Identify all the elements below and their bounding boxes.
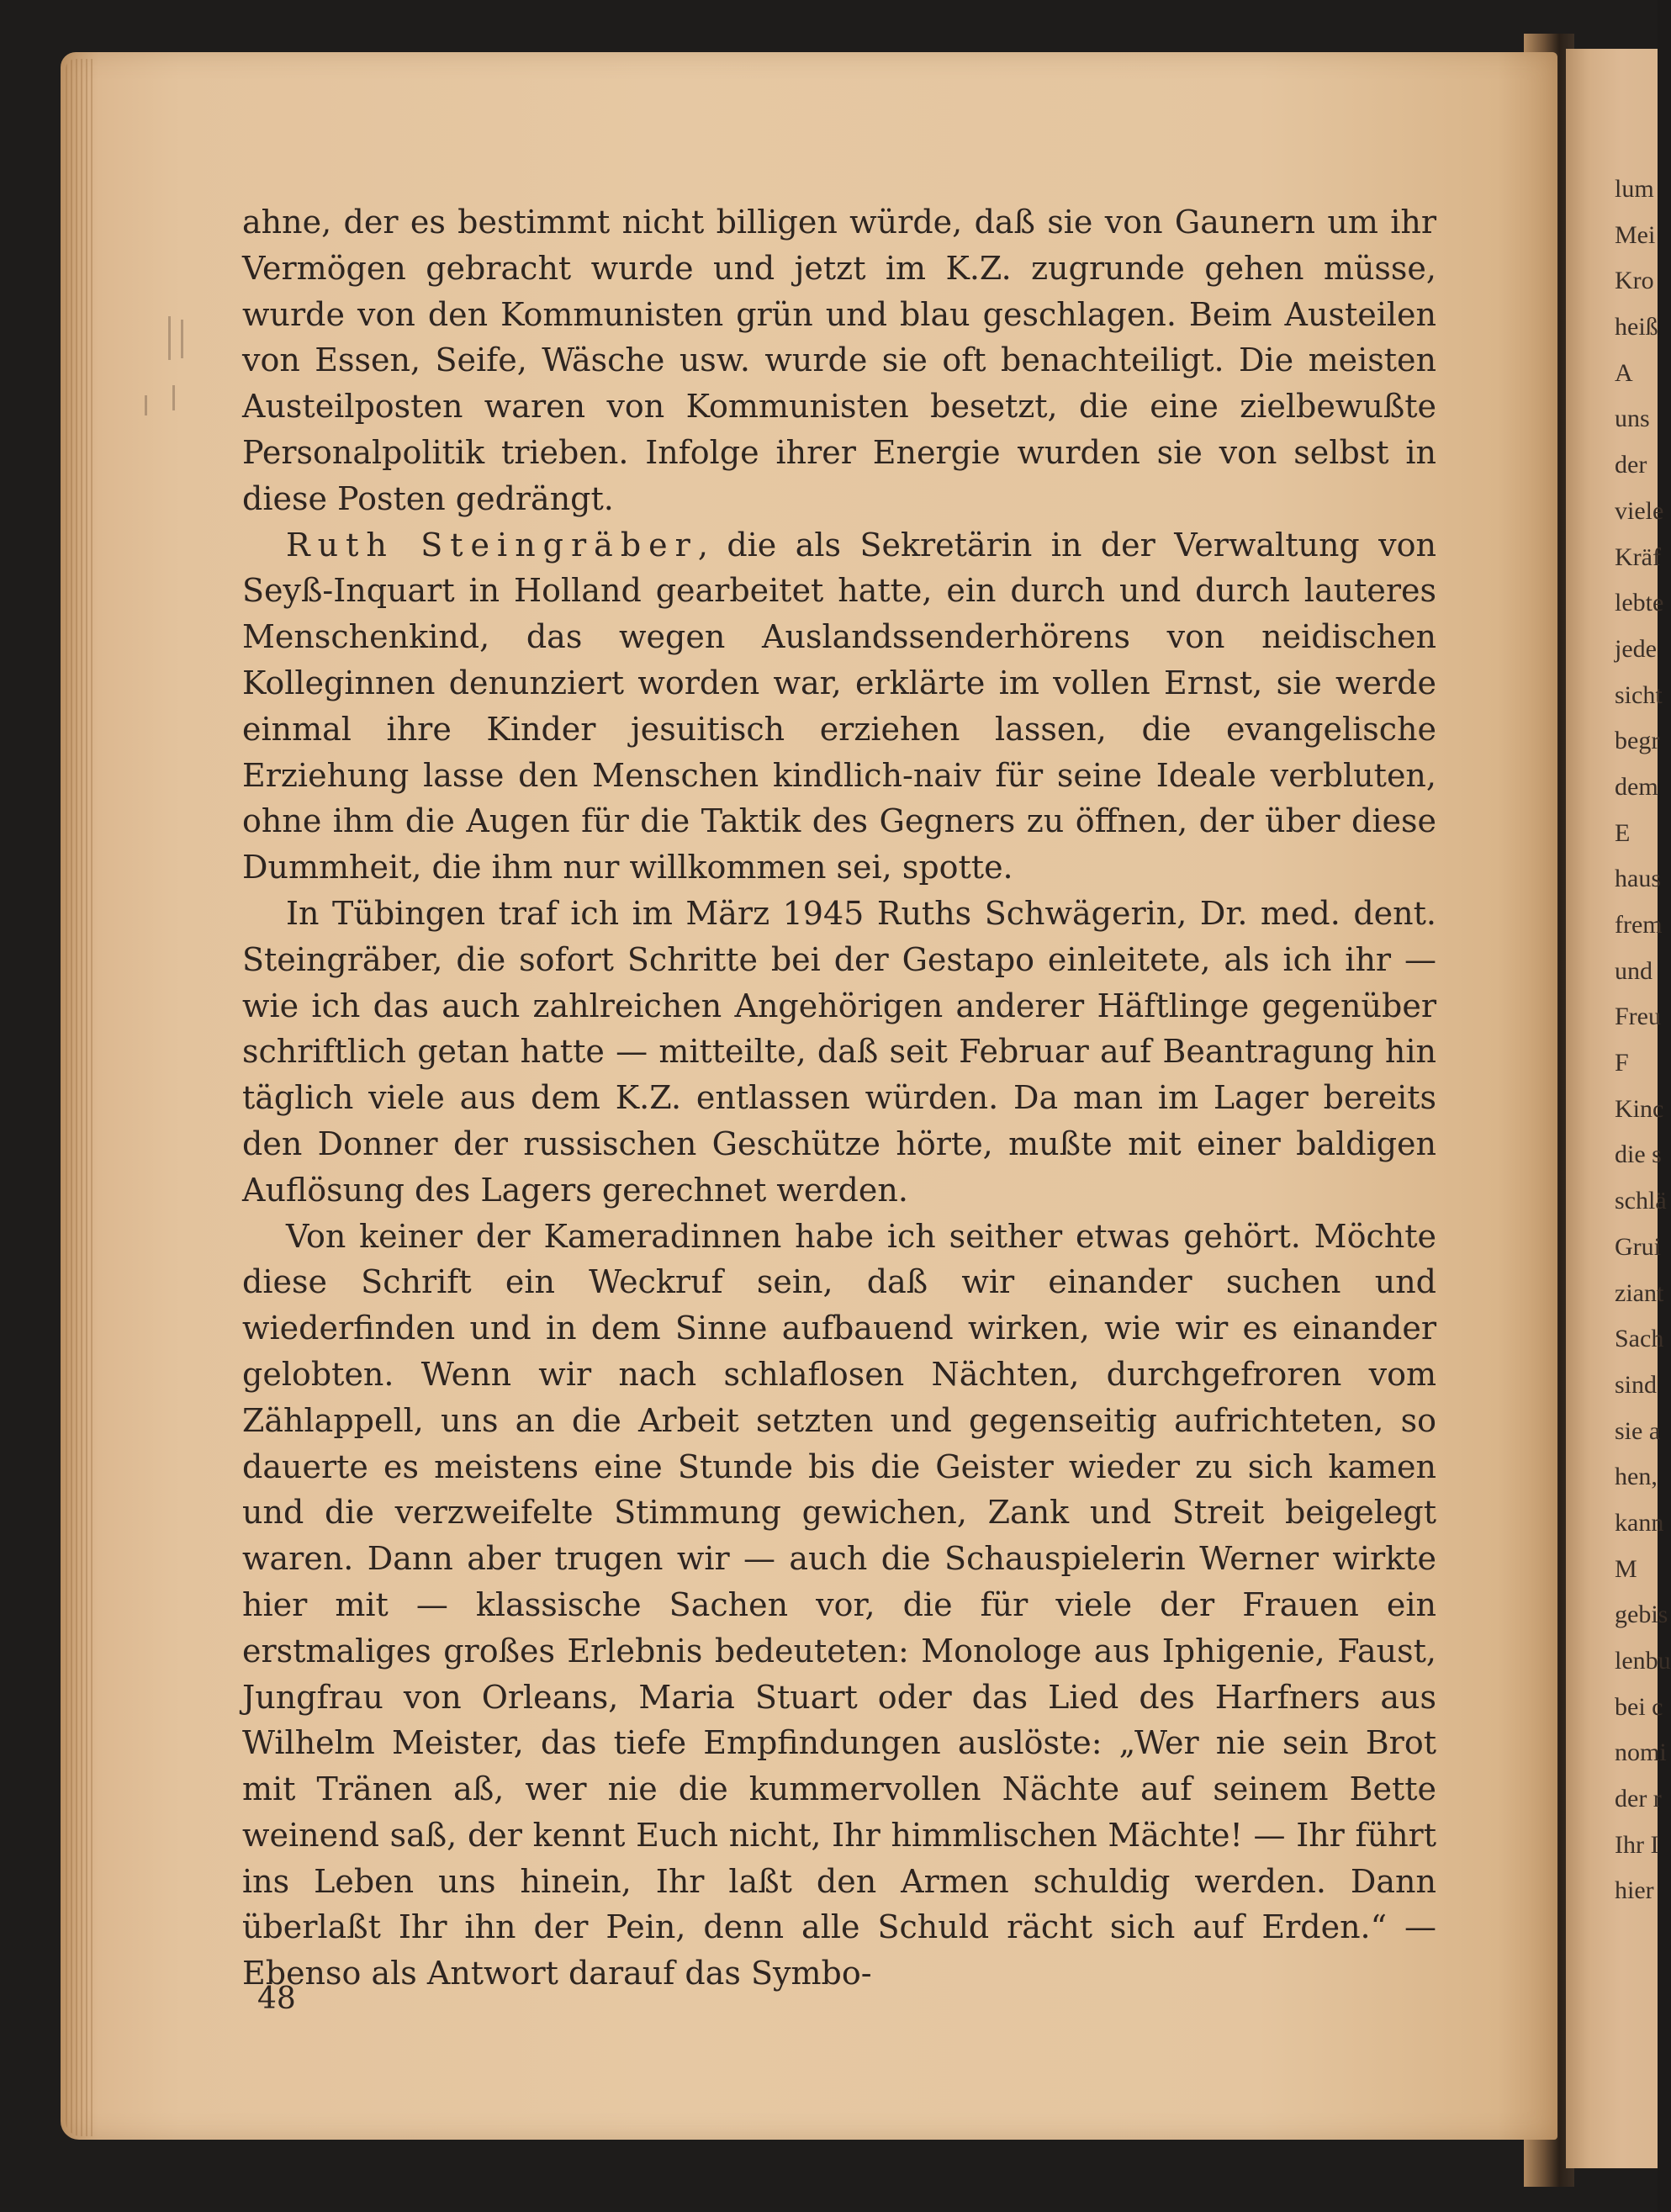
facing-page-line: Kro <box>1615 267 1654 295</box>
facing-page-line: Kinc <box>1615 1094 1664 1123</box>
paragraph <box>242 522 1436 891</box>
paragraph-text: ahne, der es bestimmt nicht billigen würde, daß sie von Gaunern um ihr Vermögen gebracht wurde und jetzt im K.Z. zugrunde gehen müsse, wurde von den Kommunisten grün und blau geschlagen. Beim Austeilen von Essen, Seife, Wäsche usw. wurde sie oft benachteiligt. Die meisten Austeilposten waren von Kommunisten besetzt, die eine zielbewußte Personalpolitik trieben. Infolge ihrer Energie wurden sie von selbst in diese Posten gedrängt. <box>242 204 1436 517</box>
facing-page-line: kann <box>1615 1508 1664 1537</box>
facing-page-line: dem <box>1615 772 1658 801</box>
facing-page-line: ziant <box>1615 1278 1664 1307</box>
facing-page-line: jede <box>1615 634 1657 663</box>
facing-page-line: gebis <box>1615 1601 1668 1629</box>
facing-page-line: Freu <box>1615 1003 1661 1031</box>
pencil-mark <box>181 320 183 358</box>
facing-page-line: Ihr I <box>1615 1830 1659 1859</box>
facing-page-line: und <box>1615 956 1652 985</box>
facing-page-line: heiß <box>1615 313 1658 341</box>
pencil-mark <box>172 385 175 410</box>
paragraph-text: Von keiner der Kameradinnen habe ich seither etwas gehört. Möchte diese Schrift ein Weckruf sein, daß wir einander suchen und wiederfinden und in dem Sinne aufbauend wirken, wie wir es einander gelobten. Wenn wir nach schlaflosen Nächten, durchgefroren vom Zählappell, uns an die Arbeit setzten und gegenseitig aufrichteten, so dauerte es meistens eine Stunde bis die Geister wieder zu sich kamen und die verzweifelte Stimmung gewichen, Zank und Streit beigelegt waren. Dann aber trugen wir — auch die Schauspielerin Werner wirkte hier mit — klassische Sachen vor, die für viele der Frauen ein erstmaliges großes Erlebnis bedeuteten: Monologe aus Iphigenie, Faust, Jungfrau von Orleans, Maria Stuart oder das Lied des Harfners aus Wilhelm Meister, das tiefe Empfindungen auslöste: „Wer nie sein Brot mit Tränen aß, wer nie die kummervollen Nächte auf seinem Bette weinend saß, der kennt Euch nicht, Ihr himmlischen Mächte! — Ihr führt ins Leben uns hinein, Ihr laßt den Armen schuldig werden. Dann überlaßt Ihr ihn der Pein, denn alle Schuld rächt sich auf Erden.“ — Ebenso als Antwort darauf das Symbo- <box>242 1217 1436 1992</box>
facing-page-line: Mei <box>1615 220 1656 249</box>
facing-page-line: sie a <box>1615 1416 1661 1445</box>
facing-page-line: hen, <box>1615 1463 1658 1491</box>
facing-page-text <box>1615 167 1671 1914</box>
paragraph-text: , die als Sekretärin in der Verwaltung von Seyß-Inquart in Holland gearbeitet hatte, ein durch und durch lauteres Menschenkind, das wegen Auslandssenderhörens von neidischen Kolleginnen denunziert worden war, erklärte im vollen Ernst, sie werde einmal ihre Kinder jesuitisch erziehen lassen, die evangelische Erziehung lasse den Menschen kindlich-naiv für seine Ideale verbluten, ohne ihm die Augen für die Taktik des Gegners zu öffnen, der über diese Dummheit, die ihm nur willkommen sei, spotte. <box>242 526 1436 886</box>
pencil-mark <box>145 395 147 415</box>
facing-page-line: F <box>1615 1049 1629 1077</box>
facing-page-line: bei c <box>1615 1692 1663 1721</box>
facing-page-line: haus <box>1615 865 1661 893</box>
facing-page-line: sind <box>1615 1370 1658 1399</box>
emphasized-name: Ruth Steingräber <box>286 526 698 564</box>
paragraph-text: In Tübingen traf ich im März 1945 Ruths Schwägerin, Dr. med. dent. Steingräber, die sofort Schritte bei der Gestapo einleitete, als ich ihr — wie ich das auch zahlreichen Angehörigen anderer Häftlinge gegenüber schriftlich getan hatte — mitteilte, daß seit Februar auf Beantragung hin täglich viele aus dem K.Z. entlassen würden. Da man im Lager bereits den Donner der russischen Geschütze hörte, mußte mit einer baldigen Auflösung des Lagers gerechnet werden. <box>242 894 1436 1209</box>
facing-page-line: schlä <box>1615 1187 1667 1215</box>
facing-page-line: E <box>1615 818 1631 847</box>
facing-page-line: uns <box>1615 405 1650 433</box>
paragraph <box>242 199 1436 522</box>
facing-page-line: nomi <box>1615 1738 1667 1767</box>
facing-page-line: der r <box>1615 1785 1662 1813</box>
paragraph <box>242 891 1436 1214</box>
page-number: 48 <box>257 1982 296 2016</box>
facing-page-line: Kräf <box>1615 542 1661 571</box>
facing-page-line: frem <box>1615 911 1663 939</box>
pencil-mark <box>168 316 171 360</box>
facing-page-line: Sach <box>1615 1325 1664 1353</box>
facing-page-line: der <box>1615 451 1647 479</box>
paragraph <box>242 1214 1436 1998</box>
page-stack-edge <box>66 59 94 2136</box>
page-body-text <box>242 199 1436 1997</box>
facing-page-line: lum <box>1615 175 1654 203</box>
facing-page-line: Grui <box>1615 1232 1661 1261</box>
facing-page-line: lenbu <box>1615 1647 1671 1675</box>
facing-page-line: M <box>1615 1554 1637 1583</box>
facing-page-line: begr <box>1615 727 1660 755</box>
facing-page-line: sicht <box>1615 680 1663 709</box>
facing-page-line: A <box>1615 358 1633 387</box>
facing-page-line: hier <box>1615 1876 1654 1905</box>
facing-page-line: viele <box>1615 496 1664 525</box>
facing-page-line: lebte <box>1615 589 1664 617</box>
facing-page-line: die s <box>1615 1140 1662 1169</box>
